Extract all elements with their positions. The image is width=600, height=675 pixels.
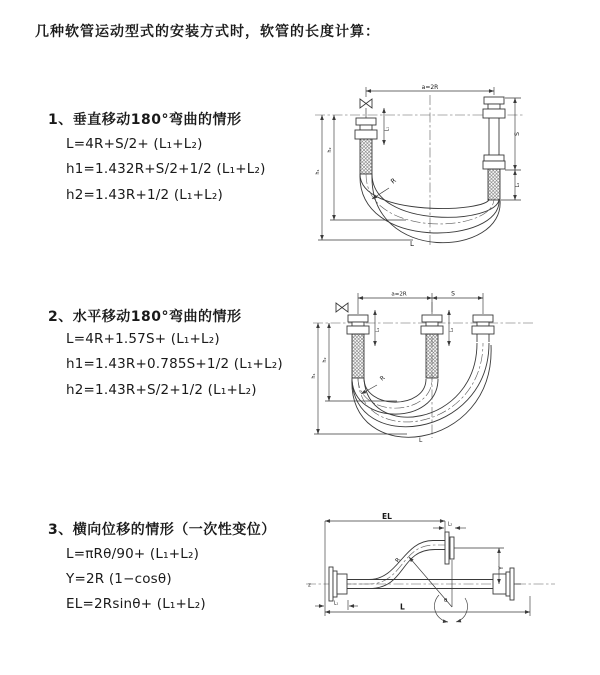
formula: L=πRθ/90+ (L₁+L₂) [66, 546, 200, 562]
page-title: 几种软管运动型式的安装方式时，软管的长度计算： [35, 24, 380, 40]
braided-hose-left [352, 334, 364, 378]
dim-label-r: R [394, 556, 403, 565]
section-1-heading: 1、垂直移动180°弯曲的情形 [48, 112, 242, 128]
braided-hose-left [360, 139, 372, 174]
right-fitting-lower [483, 155, 505, 169]
dim-label-h1: h₁ [315, 169, 321, 175]
hose-curves [352, 343, 491, 437]
formula: h2=1.43R+S/2+1/2 (L₁+L₂) [66, 382, 257, 398]
dim-label-theta: θ [444, 598, 448, 604]
formula: L=4R+S/2+ (L₁+L₂) [66, 136, 203, 152]
middle-fitting [421, 315, 443, 334]
dim-label-l2: L₂ [516, 182, 521, 188]
formula: h1=1.43R+0.785S+1/2 (L₁+L₂) [66, 356, 283, 372]
right-fitting-upper [483, 97, 505, 118]
dim-label-a2r: a=2R [421, 83, 439, 91]
dim-label-l2: L₂ [447, 522, 453, 528]
section-3-heading: 3、横向位移的情形（一次性变位） [48, 522, 276, 538]
diagram-horizontal-180-bend [311, 288, 539, 452]
left-fitting [347, 315, 369, 334]
dim-label-l: L [419, 437, 423, 444]
dim-label-a2r: a=2R [391, 291, 407, 298]
dim-label-h2: h₂ [322, 357, 328, 363]
dim-label-l1: L₁ [385, 126, 391, 132]
angle-arc-right [456, 598, 468, 622]
left-flange [329, 567, 347, 601]
formula: L=4R+1.57S+ (L₁+L₂) [66, 331, 220, 347]
right-flange [493, 568, 514, 600]
dim-label-l1: L₁ [333, 601, 339, 607]
diagram-lateral-displacement [303, 512, 559, 636]
formula: h2=1.43R+1/2 (L₁+L₂) [66, 187, 223, 203]
diagram-vertical-180-bend [313, 82, 535, 250]
dim-label-r: R [389, 176, 398, 186]
braided-hose-middle [426, 334, 438, 378]
dim-label-h1: h₁ [311, 373, 317, 379]
right-fitting [472, 315, 494, 334]
dim-label-y: Y [498, 566, 505, 570]
upper-flange [445, 532, 454, 564]
formula: h1=1.432R+S/2+1/2 (L₁+L₂) [66, 161, 266, 177]
dim-label-s: S [451, 290, 455, 298]
dim-label-l: L [410, 240, 414, 248]
valve-icon [336, 303, 348, 312]
dim-label-l2: L₂ [450, 327, 455, 333]
dim-label-l: L [400, 602, 405, 612]
formula: EL=2Rsinθ+ (L₁+L₂) [66, 596, 206, 612]
left-fitting [355, 118, 377, 139]
dim-label-r: R [378, 374, 387, 383]
dim-label-l1: L₁ [376, 327, 381, 333]
formula: Y=2R (1−cosθ) [66, 571, 172, 587]
dim-label-el: EL [382, 512, 392, 521]
braided-hose-right [488, 169, 500, 200]
valve-icon [360, 99, 372, 108]
axis-label-z: z [308, 582, 311, 589]
section-2-heading: 2、水平移动180°弯曲的情形 [48, 309, 242, 325]
dim-label-s: S [514, 132, 521, 136]
dim-label-h2: h₂ [327, 147, 333, 153]
right-stub [477, 334, 489, 342]
